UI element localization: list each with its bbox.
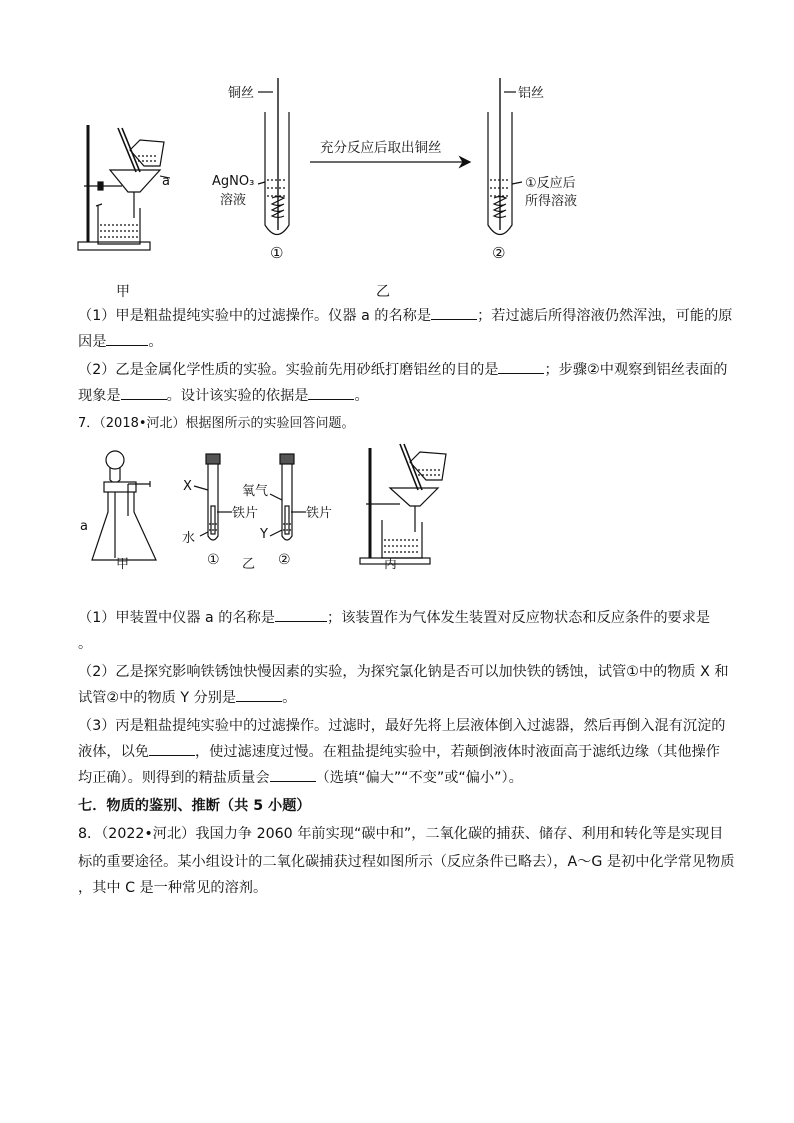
q7-instrument-a-label: a <box>80 519 88 534</box>
q7-part2-line1: （2）乙是探究影响铁锈蚀快慢因素的实验，为探究氯化钠是否可以加快铁的锈蚀，试管①中的物质 X 和 <box>78 664 729 680</box>
x-label: X <box>183 479 192 494</box>
q7-part3-line2: 液体，以免 ，使过滤速度过慢。在粗盐提纯实验中，若颠倒液体时液面高于滤纸边缘（其他操作 <box>78 744 720 760</box>
q6-part1-line1: （1）甲是粗盐提纯实验中的过滤操作。仪器 a 的名称是 ；若过滤后所得溶液仍然浑浊，可能的原 <box>78 308 733 324</box>
answer-blank[interactable] <box>121 399 167 400</box>
tube-2-number: ② <box>492 244 506 262</box>
answer-blank[interactable] <box>431 319 477 320</box>
solution-label: 溶液 <box>220 193 247 208</box>
answer-blank[interactable] <box>270 781 316 782</box>
q7-caption-jia: 甲 <box>116 557 130 572</box>
answer-blank[interactable] <box>308 399 354 400</box>
iron-corrosion-tube-2 <box>270 454 306 540</box>
section-heading: 七．物质的鉴别、推断（共 5 小题） <box>78 798 311 814</box>
q8-line3: ，其中 C 是一种常见的溶剂。 <box>78 880 268 896</box>
answer-blank[interactable] <box>149 755 195 756</box>
oxygen-label: 氧气 <box>242 484 269 499</box>
q7-part3-line1: （3）丙是粗盐提纯实验中的过滤操作。过滤时，最好先将上层液体倒入过滤器，然后再倒入混有沉淀的 <box>78 718 726 734</box>
iron-plate-label-1: 铁片 <box>232 506 259 521</box>
tube-1-number: ① <box>270 244 284 262</box>
q7-part1-line2: 。 <box>78 636 93 652</box>
q8-line2: 标的重要途径。某小组设计的二氧化碳捕获过程如图所示（反应条件已略去），A～G 是初中化学常见物质 <box>78 854 735 870</box>
answer-blank[interactable] <box>106 345 148 346</box>
arrow-caption: 充分反应后取出铜丝 <box>320 140 442 156</box>
q7-part2-line2: 试管②中的物质 Y 分别是 。 <box>78 690 297 706</box>
reacted-solution-label-2: 所得溶液 <box>525 194 578 209</box>
iron-corrosion-tube-1 <box>194 454 232 540</box>
test-tube-2 <box>488 78 522 235</box>
water-label: 水 <box>182 531 196 546</box>
q7-part3-line3: 均正确）。则得到的精盐质量会 （选填“偏大”“不变”或“偏小”）。 <box>78 770 523 786</box>
flask-apparatus-jia <box>92 451 156 560</box>
answer-blank[interactable] <box>236 701 282 702</box>
q7-part1-line1: （1）甲装置中仪器 a 的名称是 ；该装置作为气体发生装置对反应物状态和反应条件的要求是 <box>78 610 711 626</box>
q7-caption-yi: 乙 <box>242 557 256 572</box>
q6-part2-line1: （2）乙是金属化学性质的实验。实验前先用砂纸打磨铝丝的目的是 ；步骤②中观察到铝丝表面的 <box>78 362 728 378</box>
reaction-arrow <box>310 157 470 167</box>
caption-jia: 甲 <box>116 284 130 300</box>
q8-line1: 8．（2022•河北）我国力争 2060 年前实现“碳中和”，二氧化碳的捕获、储存、利用和转化等是实现目 <box>78 826 724 842</box>
filtration-apparatus-jia <box>78 125 170 250</box>
q7-caption-bing: 丙 <box>384 557 398 572</box>
q6-part2-line2: 现象是 。设计该实验的依据是 。 <box>78 388 369 404</box>
answer-blank[interactable] <box>498 373 544 374</box>
tube-2-number-q7: ② <box>278 552 291 568</box>
aluminum-wire-label: 铝丝 <box>518 86 545 101</box>
copper-wire-label: 铜丝 <box>228 86 255 101</box>
test-tube-1 <box>258 78 289 235</box>
q7-figure <box>70 440 470 572</box>
caption-yi: 乙 <box>376 284 390 300</box>
q7-title: 7．（2018•河北）根据图所示的实验回答问题。 <box>78 416 355 431</box>
iron-plate-label-2: 铁片 <box>306 506 333 521</box>
agno3-label: AgNO₃ <box>212 174 255 189</box>
tube-1-number-q7: ① <box>207 552 220 568</box>
q6-part1-line2: 因是 。 <box>78 334 163 350</box>
answer-blank[interactable] <box>275 621 327 622</box>
y-label: Y <box>260 527 268 542</box>
instrument-a-label: a <box>162 174 170 189</box>
filtration-and-metal-reaction-figure <box>60 70 620 305</box>
filtration-apparatus-bing <box>360 444 446 564</box>
reacted-solution-label-1: ①反应后 <box>525 176 576 191</box>
